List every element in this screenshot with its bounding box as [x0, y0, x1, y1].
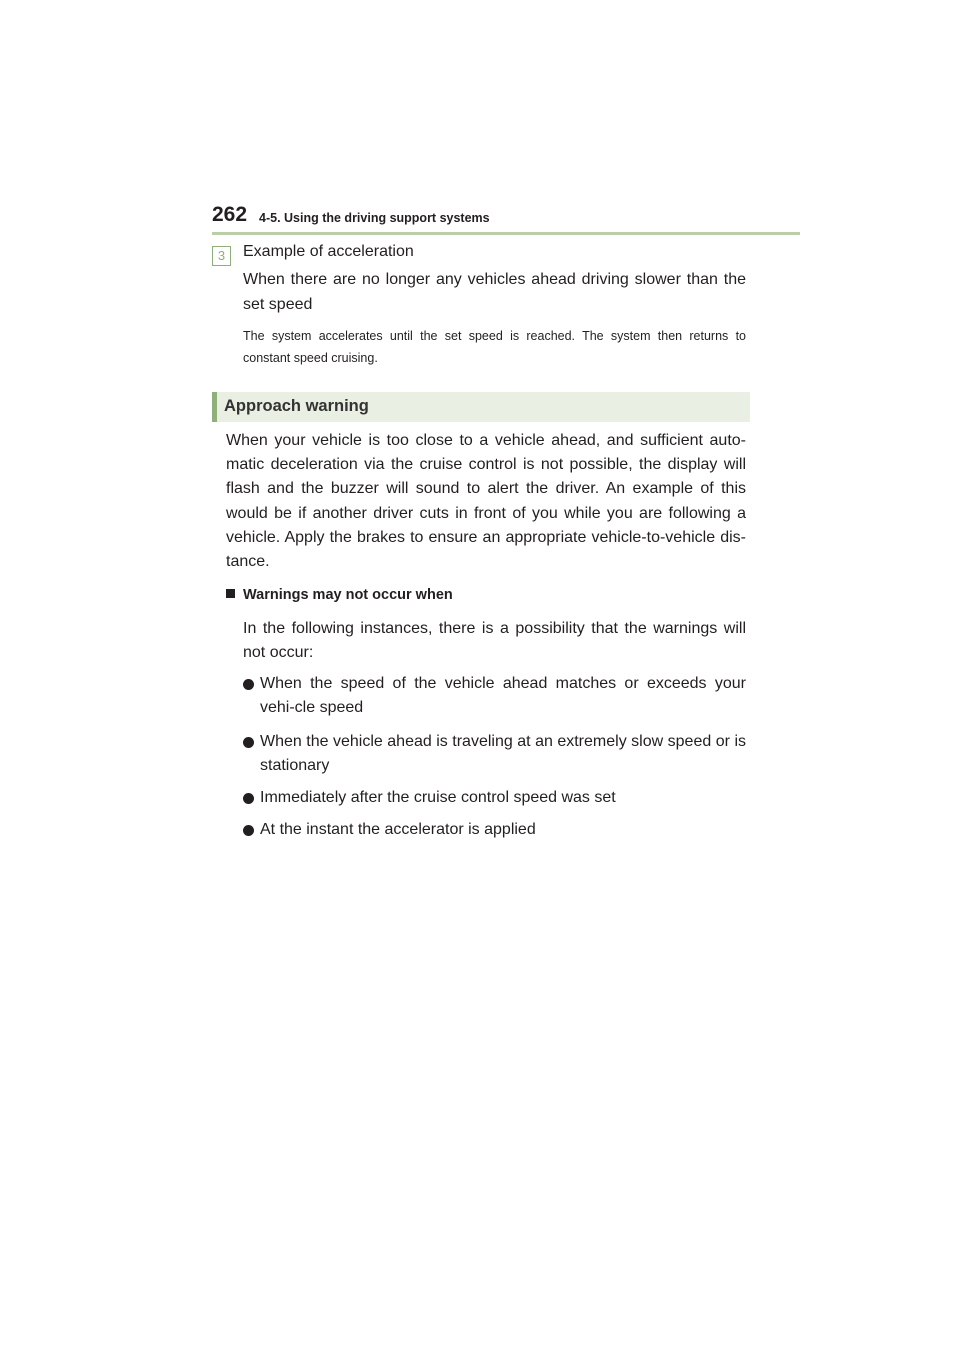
section-heading-bar: [212, 392, 750, 422]
step-description: When there are no longer any vehicles ahead driving slower than the set speed: [243, 271, 746, 313]
list-item: [243, 672, 746, 720]
list-item-text: At the instant the accelerator is applied: [260, 821, 536, 838]
bullet-dot-icon: [243, 793, 254, 804]
subsection-heading-text: Warnings may not occur when: [243, 587, 453, 603]
list-item-text: Immediately after the cruise control speed was set: [260, 789, 616, 806]
body-paragraph: When your vehicle is too close to a vehicle ahead, and sufficient auto-matic deceleration via the cruise control is not possible, the display will flash and the buzzer will sound to alert the driver. An example of this would be if another driver cuts in front of you while you are following a vehicle. Apply the brakes to ensure an appropriate vehicle-to-vehicle dis-tance.: [226, 432, 746, 571]
header-rule: [212, 232, 800, 235]
square-bullet-icon: [226, 589, 235, 598]
bullet-dot-icon: [243, 737, 254, 748]
step-title: Example of acceleration: [243, 243, 414, 260]
section-title: 4-5. Using the driving support systems: [259, 211, 490, 225]
list-item-text: When the speed of the vehicle ahead matches or exceeds your vehi-cle speed: [260, 675, 746, 716]
list-item: [243, 786, 746, 810]
section-heading: Approach warning: [224, 397, 369, 415]
page-header: [212, 203, 800, 237]
list-item-text: When the vehicle ahead is traveling at an extremely slow speed or is stationary: [260, 733, 746, 774]
heading-accent: [212, 392, 217, 422]
bullet-dot-icon: [243, 825, 254, 836]
bullet-dot-icon: [243, 679, 254, 690]
list-item: [243, 730, 746, 778]
page-number: 262: [212, 203, 248, 226]
step-note: The system accelerates until the set speed is reached. The system then returns to constant speed cruising.: [243, 329, 746, 365]
subsection-heading: [226, 587, 453, 603]
step-number-badge: 3: [212, 246, 231, 266]
list-item: [243, 818, 746, 842]
subsection-intro: In the following instances, there is a possibility that the warnings will not occur:: [243, 620, 746, 661]
